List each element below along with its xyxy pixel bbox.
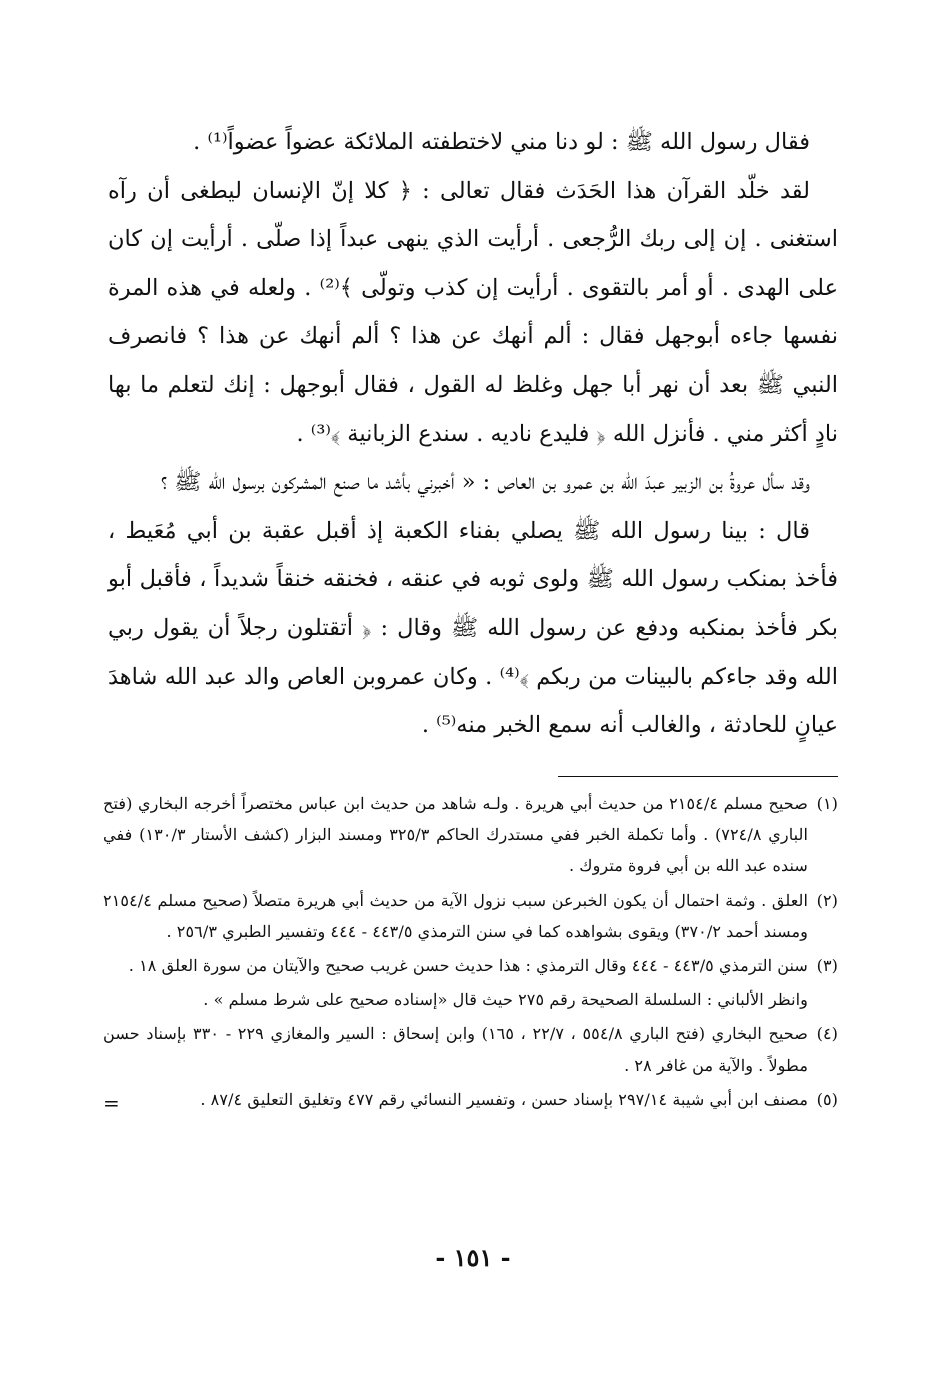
- paragraph-2: لقد خلّد القرآن هذا الحَدَث فقال تعالى : ﴿ كلا إنّ الإنسان ليطغى أن رآه استغنى . إن إلى ربك الرُّجعى . أرأيت الذي ينهى عبداً إذا صلّى . أرأيت إن كان على الهدى . أو أمر بالتقوى . أرأيت إن كذب وتولّى ﴾⁽²⁾ . ولعله في هذه المرة نفسها جاءه أبوجهل فقال : ألم أنهك عن هذا ؟ ألم أنهك عن هذا ؟ فانصرف النبي ﷺ بعد أن نهر أبا جهل وغلظ له القول ، فقال أبوجهل : إنك لتعلم ما بها نادٍ أكثر مني . فأنزل الله ﴿ فليدع ناديه . سندع الزبانية ﴾⁽³⁾ .: [108, 177, 838, 447]
- footnote-number: (٤): [816, 1024, 838, 1044]
- paragraph-3: وقد سأل عروةُ بن الزبير عبدَ الله بن عمرو بن العاص : « أخبرني بأشد ما صنع المشركون برسول الله ﷺ ؟: [160, 469, 810, 496]
- footnote-3: [103, 950, 838, 981]
- page-number: - ١٥١ -: [435, 1243, 511, 1272]
- paragraph-4: قال : بينا رسول الله ﷺ يصلي بفناء الكعبة إذ أقبل عقبة بن أبي مُعَيط ، فأخذ بمنكب رسول الله ﷺ ولوى ثوبه في عنقه ، فخنقه خنقاً شديداً ، فأقبل أبو بكر فأخذ بمنكبه ودفع عن رسول الله ﷺ وقال : ﴿ أتقتلون رجلاً أن يقول ربي الله وقد جاءكم بالبينات من ربكم ﴾⁽⁴⁾ . وكان عمروبن العاص والد عبد الله شاهدَ عيانٍ للحادثة ، والغالب أنه سمع الخبر منه⁽⁵⁾ .: [108, 517, 838, 739]
- footnote-number: (٢): [816, 890, 838, 910]
- footnote-divider: [558, 776, 838, 777]
- footnote-3-continuation: وانظر الألباني : السلسلة الصحيحة رقم ٢٧٥ حيث قال «إسناده صحيح على شرط مسلم » .: [203, 990, 808, 1010]
- footnote-text: صحيح البخاري (فتح الباري ٥٥٤/٨ ، ٢٢/٧ ، ١٦٥) وابن إسحاق : السير والمغازي ٢٢٩ - ٣٣٠ بإسناد حسن مطولاً . والآية من غافر ٢٨ .: [103, 1024, 808, 1075]
- footnote-text: مصنف ابن أبي شيبة ٢٩٧/١٤ بإسناد حسن ، وتفسير النسائي رقم ٤٧٧ وتغليق التعليق ٨٧/٤ .: [200, 1089, 808, 1109]
- footnote-4: [103, 1018, 838, 1080]
- footnote-5: [103, 1084, 838, 1115]
- paragraph-1: فقال رسول الله ﷺ : لو دنا مني لاختطفته الملائكة عضواً عضواً⁽¹⁾ .: [193, 129, 810, 155]
- footnote-number: (٣): [816, 956, 838, 976]
- footnote-number: (٥): [816, 1089, 838, 1109]
- footnotes: [103, 788, 838, 1118]
- footnote-number: (١): [816, 794, 838, 813]
- footnote-text: صحيح مسلم ٢١٥٤/٤ من حديث أبي هريرة . ولـه شاهد من حديث ابن عباس مختصراً أخرجه البخاري (فتح الباري ٧٢٤/٨) . وأما تكملة الخبر ففي مستدرك الحاكم ٣٢٥/٣ ومسند البزار (كشف الأستار ١٣٠/٣) ففي سنده عبد الله بن أبي فروة متروك .: [103, 794, 808, 876]
- footnote-text: العلق . وثمة احتمال أن يكون الخبرعن سبب نزول الآية من حديث أبي هريرة متصلاً (صحيح مسلم ٢١٥٤/٤ ومسند أحمد ٣٧٠/٢) ويقوى بشواهده كما في سنن الترمذي ٤٤٣/٥ - ٤٤٤ وتفسير الطبري ٢٥٦/٣ .: [103, 890, 808, 941]
- footnote-1: [103, 788, 838, 882]
- main-text: [108, 118, 838, 750]
- footnote-2: [103, 885, 838, 947]
- footnote-text: سنن الترمذي ٤٤٣/٥ - ٤٤٤ وقال الترمذي : هذا حديث حسن غريب صحيح والآيتان من سورة العلق ١٨ .: [128, 956, 808, 976]
- continuation-mark: =: [103, 1090, 120, 1115]
